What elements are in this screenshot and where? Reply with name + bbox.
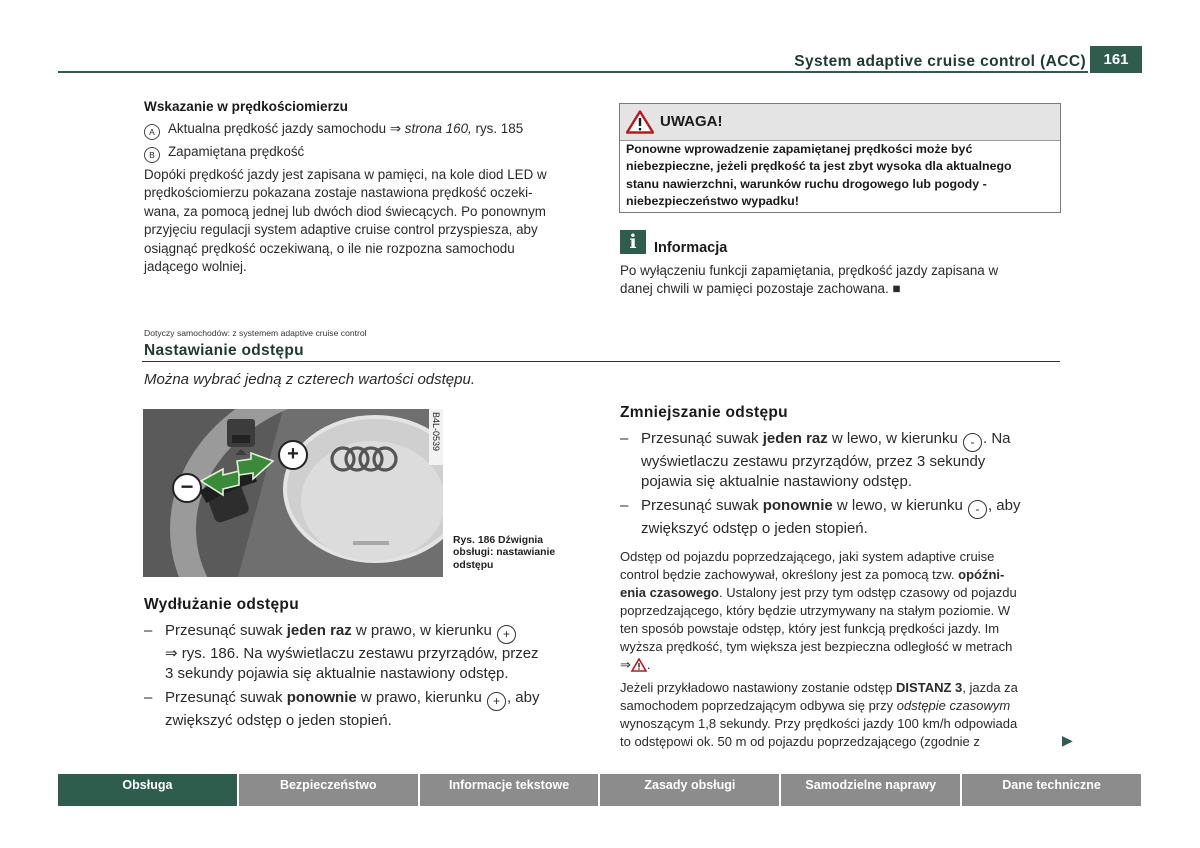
minus-direction-icon: - [963,433,982,452]
info-icon: i [620,230,646,254]
figure-code: B4L-0539 [431,412,441,452]
tab-informacje-tekstowe[interactable]: Informacje tekstowe [420,774,599,806]
legend-item-b: B Zapamiętana prędkość [144,143,304,163]
minus-button-icon: − [172,473,202,503]
section-applies-to: Dotyczy samochodów: z systemem adaptive cruise control [144,328,367,338]
section-rule [142,361,1060,362]
legend-item-a: A Aktualna prędkość jazdy samochodu ⇒ strona 160, rys. 185 [144,120,523,140]
plus-direction-icon: + [487,692,506,711]
continue-arrow-icon[interactable]: ▶ [1062,732,1073,748]
lengthen-heading: Wydłużanie odstępu [144,596,299,613]
tab-bezpieczenstwo[interactable]: Bezpieczeństwo [239,774,418,806]
footer-tab-bar [58,774,1141,806]
figure-caption: Rys. 186 Dźwignia obsługi: nastawianie odstępu [453,535,556,571]
page-reference-link[interactable]: strona 160, [404,121,472,136]
plus-button-icon: + [278,440,308,470]
info-title: Informacja [654,240,728,256]
tab-dane-techniczne[interactable]: Dane techniczne [962,774,1141,806]
minus-direction-icon: - [968,500,987,519]
section-title: Nastawianie odstępu [144,342,304,359]
letter-a-icon: A [144,124,160,140]
plus-direction-icon: + [497,625,516,644]
page-header-title: System adaptive cruise control (ACC) [794,53,1086,70]
example-paragraph: Jeżeli przykładowo nastawiony zostanie odstęp DISTANZ 3, jazda za samochodem poprzedzającym odbywa się przy odstępie czasowym wynoszącym 1,8 sekundy. Przy prędkości jazdy 100 km/h odpowiada to odstępowi ok. 50 m od pojazdu poprzedzającego (zgodnie z [620,680,1018,749]
warning-box [619,103,1061,213]
warning-title: UWAGA! [660,113,723,130]
figure-steering-wheel [143,409,443,577]
warning-reference-icon[interactable] [631,658,647,672]
letter-b-icon: B [144,147,160,163]
distance-paragraph: Odstęp od pojazdu poprzedzającego, jaki system adaptive cruise control będzie zachowywał, określony jest za pomocą tzw. opóźni- enia czasowego. Ustalony jest przy tym odstęp czasowy od pojazdu poprzedzającego, który będzie utrzymywany na stałym poziomie. W ten sposób powstaje odstęp, który jest funkcją prędkości jazdy. Im wyższa prędkość, tym większa jest bezpieczna odległość w metrach ⇒ . [620,549,1017,672]
tab-zasady-obslugi[interactable]: Zasady obsługi [600,774,779,806]
tab-obsluga[interactable]: Obsługa [58,774,237,806]
info-text: Po wyłączeniu funkcji zapamiętania, prędkość jazdy zapisana w danej chwili w pamięci pozostaje zachowana. ■ [620,263,999,297]
list-item: – Przesunąć suwak ponownie w lewo, w kierunku - , aby zwiększyć odstęp o jeden stopień. [620,497,1021,537]
warning-triangle-icon [626,110,654,134]
speedometer-paragraph: Dopóki prędkość jazdy jest zapisana w pamięci, na kole diod LED w prędkościomierzu pokazana zostaje nastawiona prędkość oczeki- wana, za pomocą jednej lub dwóch diod świecących. Po ponownym przyjęciu regulacji system adaptive cruise control przyspiesza, aby osiągnąć prędkość oczekiwaną, o ile nie rozpozna samochodu jadącego wolniej. [144,167,547,275]
page-number: 161 [1090,46,1142,73]
shorten-heading: Zmniejszanie odstępu [620,404,788,421]
header-rule [58,71,1088,73]
section-intro: Można wybrać jedną z czterech wartości odstępu. [144,371,475,388]
warning-header [620,104,1060,141]
warning-text: Ponowne wprowadzenie zapamiętanej prędkości może być niebezpieczne, jeżeli prędkość ta jest zbyt wysoka dla aktualnego stanu nawierzchni, warunków ruchu drogowego lub pogody - niebezpieczeństwo wypadku! [626,142,1012,208]
speedometer-heading: Wskazanie w prędkościomierzu [144,99,348,114]
tab-samodzielne-naprawy[interactable]: Samodzielne naprawy [781,774,960,806]
list-item: – Przesunąć suwak jeden raz w lewo, w kierunku - . Na wyświetlaczu zestawu przyrządów, przez 3 sekundy pojawia się aktualnie nastawiony odstęp. [620,430,1011,490]
list-item: – Przesunąć suwak jeden raz w prawo, w kierunku + ⇒ rys. 186. Na wyświetlaczu zestawu przyrządów, przez 3 sekundy pojawia się aktualnie nastawiony odstęp. [144,622,539,682]
list-item: – Przesunąć suwak ponownie w prawo, kierunku + , aby zwiększyć odstęp o jeden stopień. [144,689,540,729]
